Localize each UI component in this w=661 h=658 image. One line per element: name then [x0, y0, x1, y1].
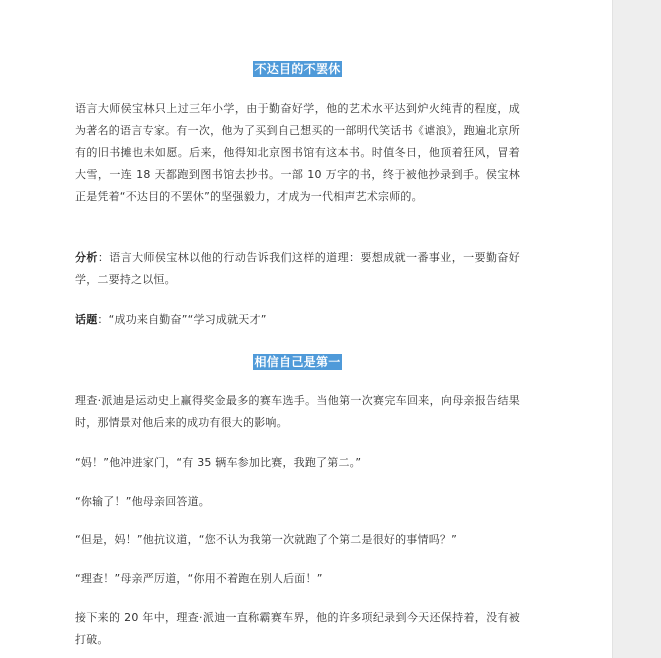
story2-paragraph: “妈！”他冲进家门，“有 35 辆车参加比赛，我跑了第二。” — [75, 456, 362, 469]
story1-title: 不达目的不罢休 — [254, 62, 341, 76]
story2-paragraph: “但是，妈！”他抗议道，“您不认为我第一次就跑了个第二是很好的事情吗？” — [75, 533, 457, 546]
topic-text: ：“成功来自勤奋”“学习成就天才” — [97, 313, 267, 326]
story2-title-row — [75, 351, 520, 367]
topic-label: 话题 — [75, 313, 98, 326]
viewer-side-gutter — [612, 0, 661, 658]
story2-paragraph: “你输了！”他母亲回答道。 — [75, 495, 210, 508]
story2-paragraph: 接下来的 20 年中，理查·派迪一直称霸赛车界，他的许多项纪录到今天还保持着，没有被打破。 — [75, 611, 520, 646]
story1-title-row — [75, 58, 520, 74]
story1-analysis — [75, 247, 520, 291]
story1-topic — [75, 309, 520, 331]
story1-body: 语言大师侯宝林只上过三年小学，由于勤奋好学，他的艺术水平达到炉火纯青的程度，成为著名的语言专家。有一次，他为了买到自己想买的一部明代笑话书《谑浪》，跑遍北京所有的旧书摊也未如愿。后来，他得知北京图书馆有这本书。时值冬日，他顶着狂风，冒着大雪，一连 18 天都跑到图书馆去抄书。一部 10 万字的书，终于被他抄录到手。侯宝林正是凭着“不达目的不罢休”的坚强毅力，才成为一代相声艺术宗师的。 — [75, 102, 520, 203]
analysis-text: ：语言大师侯宝林以他的行动告诉我们这样的道理：要想成就一番事业，一要勤奋好学，二要持之以恒。 — [75, 251, 520, 286]
story2-paragraph: “理查！”母亲严厉道，“你用不着跑在别人后面！” — [75, 572, 323, 585]
analysis-label: 分析 — [75, 251, 98, 264]
story2-paragraph: 理查·派迪是运动史上赢得奖金最多的赛车选手。当他第一次赛完车回来，向母亲报告结果时，那情景对他后来的成功有很大的影响。 — [75, 394, 520, 429]
story2-title: 相信自己是第一 — [254, 355, 341, 369]
